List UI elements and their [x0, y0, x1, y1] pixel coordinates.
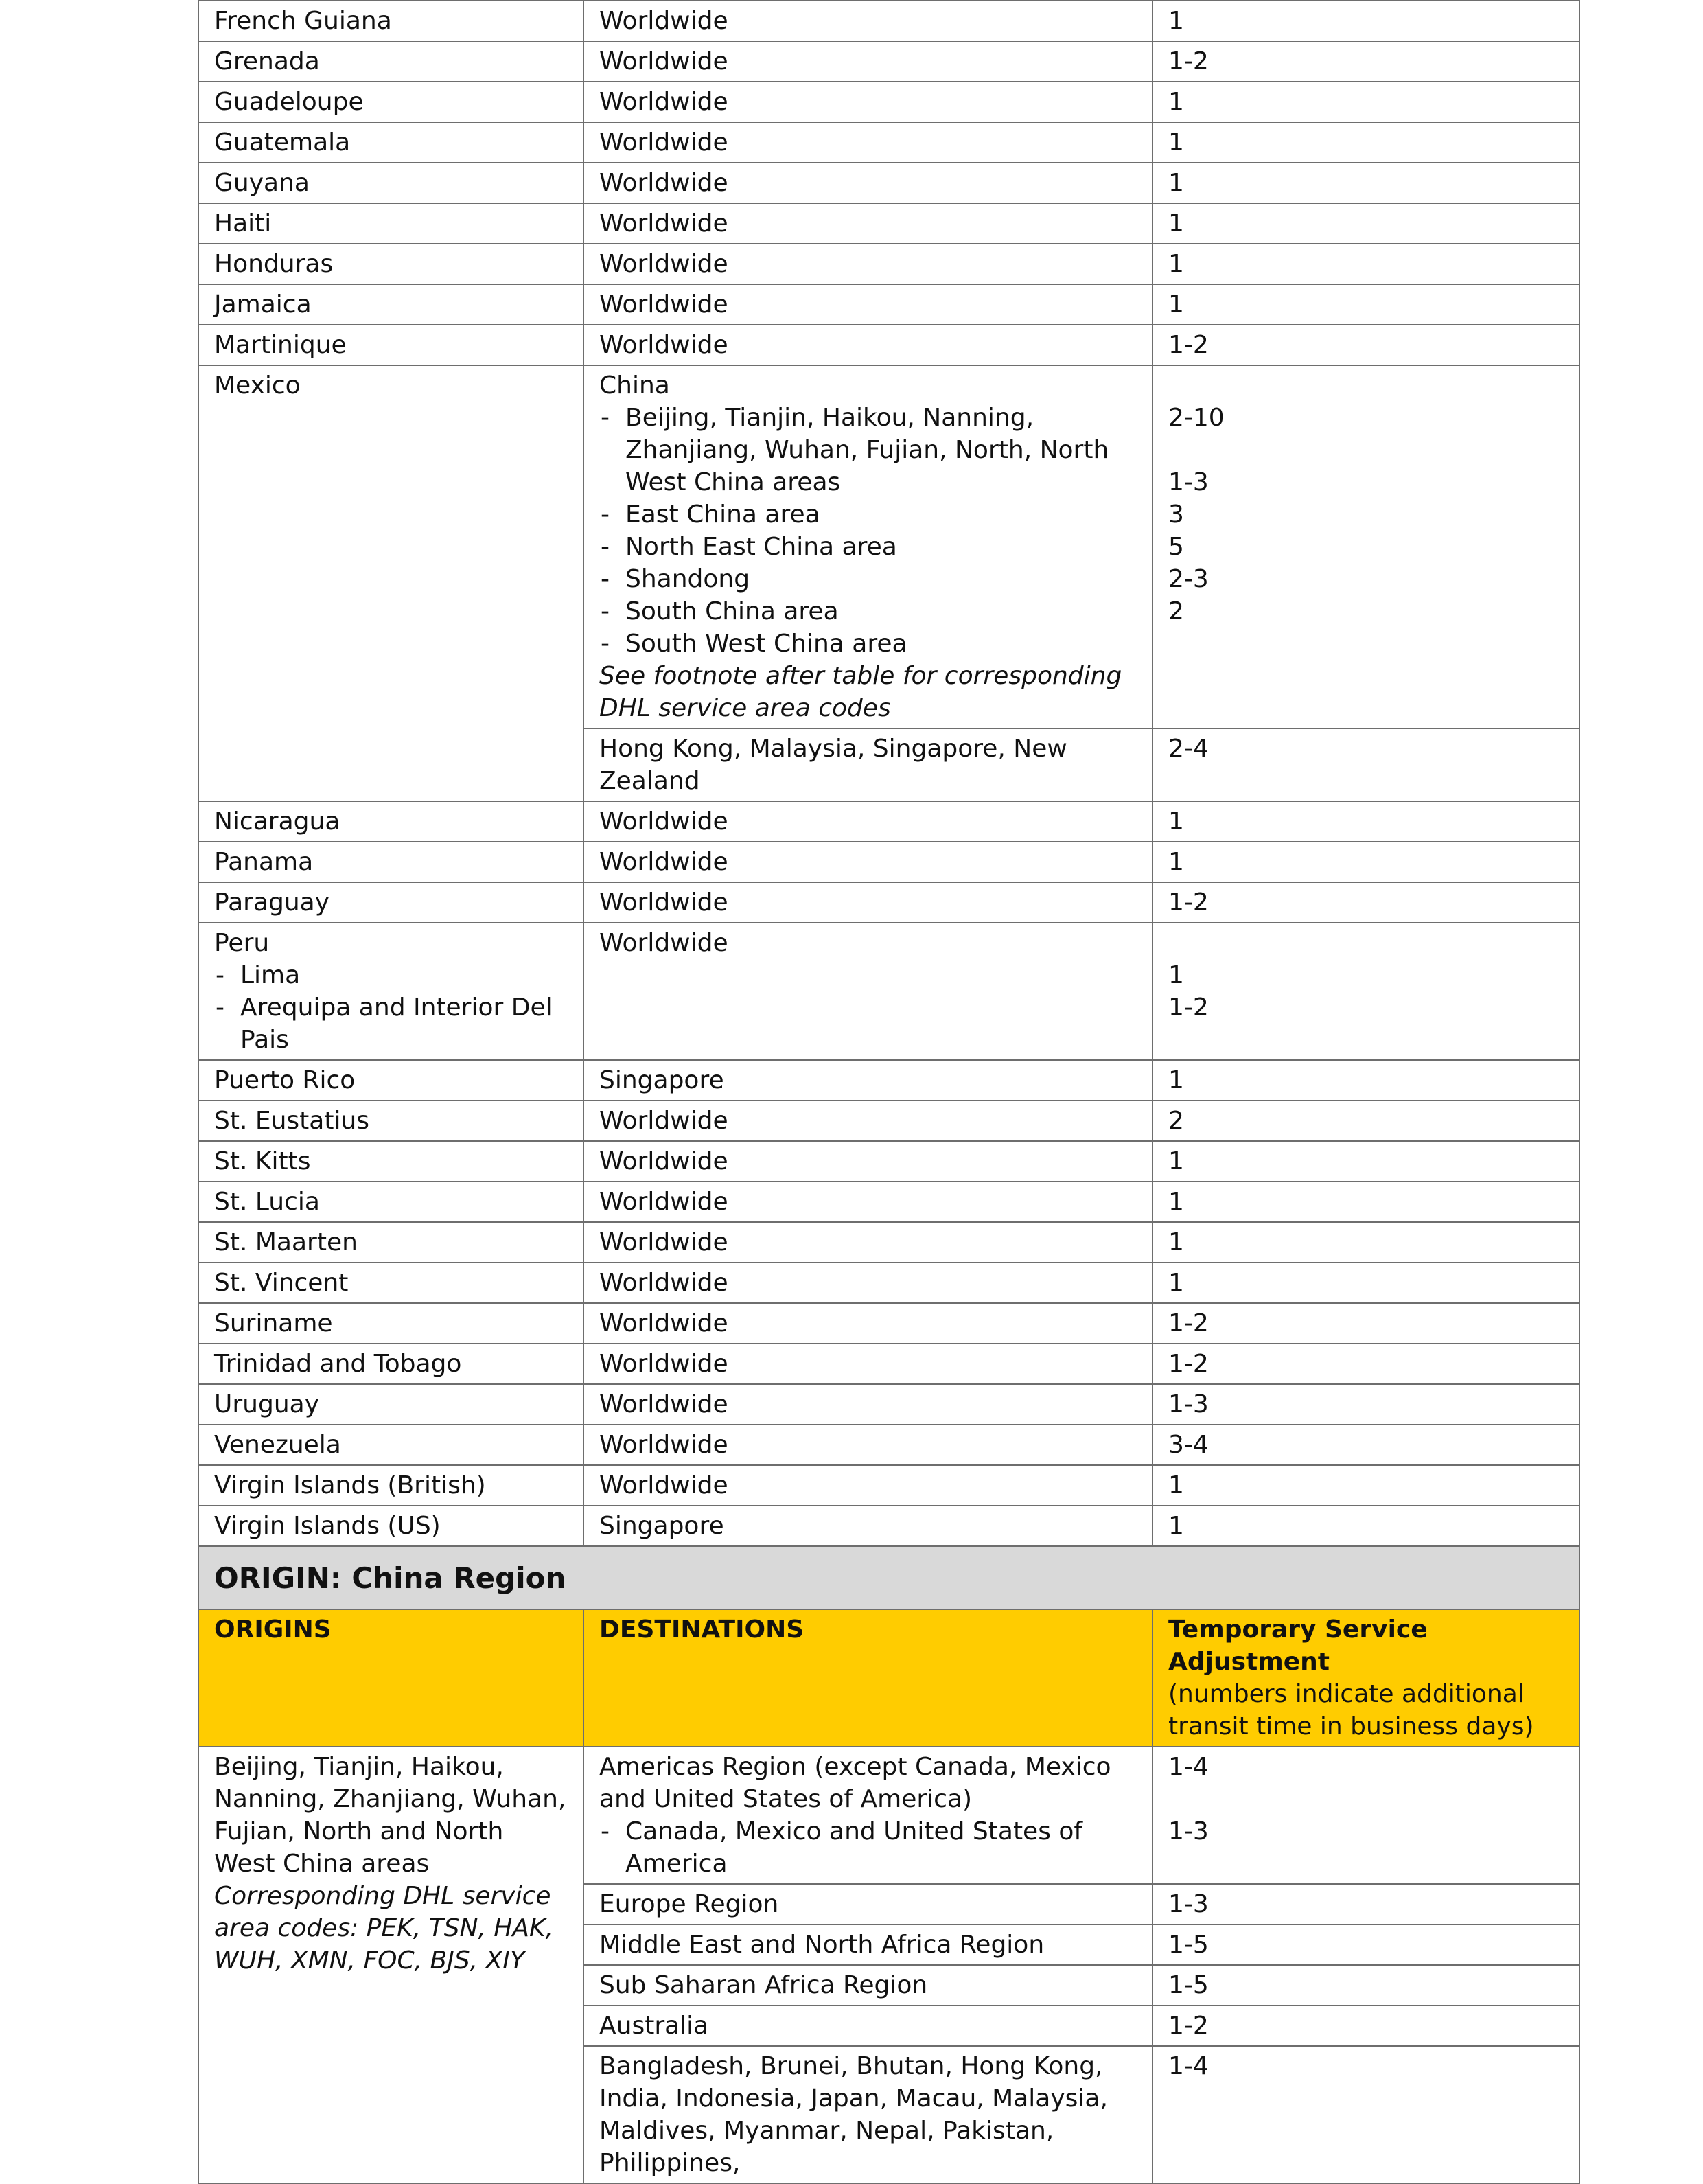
destination-cell: Worldwide: [583, 1222, 1152, 1263]
country-cell: Guatemala: [198, 122, 583, 163]
table-row: [198, 882, 1579, 923]
destination-cell: Europe Region: [583, 1884, 1152, 1924]
table-row: [198, 1506, 1579, 1546]
origin-areas: Beijing, Tianjin, Haikou, Nanning, Zhanjiang, Wuhan, Fujian, North and North West China areas: [214, 1753, 566, 1878]
country-cell: Mexico: [198, 365, 583, 801]
destination-cell: Worldwide: [583, 1, 1152, 41]
adjustment-cell: 1-2: [1152, 2005, 1579, 2046]
country-cell: French Guiana: [198, 1, 583, 41]
section-header-row: [198, 1546, 1579, 1609]
adjustment-value: 2: [1168, 597, 1184, 625]
country-cell: St. Maarten: [198, 1222, 583, 1263]
table-row: [198, 82, 1579, 122]
origin-cell: [198, 1747, 583, 2183]
transit-adjustment-table: [198, 0, 1580, 2184]
adjustment-cell: 1-5: [1152, 1924, 1579, 1965]
destination-text: Americas Region (except Canada, Mexico and United States of America): [599, 1753, 1111, 1813]
destination-cell: Worldwide: [583, 801, 1152, 842]
destination-cell: Worldwide: [583, 1425, 1152, 1465]
adjustment-cell: 1-2: [1152, 1344, 1579, 1384]
footnote-reference: See footnote after table for corresponding DHL service area codes: [599, 662, 1122, 722]
table-row: [198, 325, 1579, 365]
section-title: ORIGIN: China Region: [198, 1546, 1579, 1609]
destination-cell: Worldwide: [583, 82, 1152, 122]
adjustment-cell: 3-4: [1152, 1425, 1579, 1465]
country-cell: St. Vincent: [198, 1263, 583, 1303]
origins-header: ORIGINS: [198, 1609, 583, 1747]
destination-cell: Worldwide: [583, 122, 1152, 163]
destination-cell: Worldwide: [583, 1384, 1152, 1425]
sub-destination: - East China area: [599, 498, 1137, 531]
country-cell: Grenada: [198, 41, 583, 82]
adjustment-cell: 1: [1152, 244, 1579, 284]
destination-cell: Worldwide: [583, 284, 1152, 325]
destination-cell: Australia: [583, 2005, 1152, 2046]
adjustment-cell: 1: [1152, 163, 1579, 203]
destination-cell: Worldwide: [583, 1263, 1152, 1303]
adjustment-cell: 2-4: [1152, 728, 1579, 801]
country-cell: Honduras: [198, 244, 583, 284]
sub-destination: - Canada, Mexico and United States of America: [599, 1815, 1137, 1880]
sub-area: - Arequipa and Interior Del Pais: [214, 991, 568, 1056]
table-row: [198, 1182, 1579, 1222]
adjustment-cell: 1: [1152, 82, 1579, 122]
adjustment-value: 1-4: [1168, 1753, 1209, 1781]
origin-codes-note: Corresponding DHL service area codes: PEK, TSN, HAK, WUH, XMN, FOC, BJS, XIY: [214, 1882, 554, 1975]
adjustment-value: 1-3: [1168, 1817, 1209, 1846]
table-row: [198, 122, 1579, 163]
adjustment-value: 1-3: [1168, 468, 1209, 496]
china-label: China: [599, 371, 670, 400]
adjustment-value: 2-3: [1168, 565, 1209, 593]
table-row: [198, 41, 1579, 82]
destination-cell: Middle East and North Africa Region: [583, 1924, 1152, 1965]
adjustment-cell: 1-2: [1152, 325, 1579, 365]
adjustment-cell: 1-4: [1152, 2046, 1579, 2183]
adjustment-cell: 1-2: [1152, 1303, 1579, 1344]
destination-cell: Hong Kong, Malaysia, Singapore, New Zealand: [583, 728, 1152, 801]
adjustment-cell: 1: [1152, 1, 1579, 41]
destination-cell: Worldwide: [583, 1303, 1152, 1344]
sub-area: - Lima: [214, 959, 568, 991]
destination-cell: Worldwide: [583, 163, 1152, 203]
adjustment-cell: 1: [1152, 1263, 1579, 1303]
country-cell: [198, 923, 583, 1060]
country-cell: Jamaica: [198, 284, 583, 325]
sub-destination: - Shandong: [599, 563, 1137, 595]
adjustment-cell: [1152, 365, 1579, 728]
destination-cell: Worldwide: [583, 244, 1152, 284]
country-cell: Puerto Rico: [198, 1060, 583, 1101]
table-row: [198, 1303, 1579, 1344]
adjustment-header-note: (numbers indicate additional transit time in business days): [1168, 1680, 1534, 1740]
table-row: [198, 1060, 1579, 1101]
table-row: [198, 1344, 1579, 1384]
destination-cell: Sub Saharan Africa Region: [583, 1965, 1152, 2005]
table-body: [198, 1, 1579, 2183]
table-row: [198, 1384, 1579, 1425]
destination-cell: Worldwide: [583, 923, 1152, 1060]
table-row: [198, 842, 1579, 882]
country-cell: Panama: [198, 842, 583, 882]
column-header-row: [198, 1609, 1579, 1747]
sub-destination: - Beijing, Tianjin, Haikou, Nanning, Zhanjiang, Wuhan, Fujian, North, North West China areas: [599, 402, 1137, 498]
country-cell: Paraguay: [198, 882, 583, 923]
adjustment-value: 1-2: [1168, 993, 1209, 1022]
destination-cell: [583, 1747, 1152, 1884]
country-cell: Venezuela: [198, 1425, 583, 1465]
destination-cell: Worldwide: [583, 1465, 1152, 1506]
table-row: [198, 1465, 1579, 1506]
sub-destination: - North East China area: [599, 531, 1137, 563]
adjustment-cell: 1: [1152, 1465, 1579, 1506]
table-row: [198, 284, 1579, 325]
country-cell: Virgin Islands (British): [198, 1465, 583, 1506]
country-cell: Trinidad and Tobago: [198, 1344, 583, 1384]
table-row-peru: [198, 923, 1579, 1060]
adjustment-value: 3: [1168, 501, 1184, 529]
destinations-header: DESTINATIONS: [583, 1609, 1152, 1747]
country-cell: Haiti: [198, 203, 583, 244]
country-cell: St. Lucia: [198, 1182, 583, 1222]
table-row: [198, 1141, 1579, 1182]
country-cell: Nicaragua: [198, 801, 583, 842]
destination-cell: Worldwide: [583, 41, 1152, 82]
country-cell: Guadeloupe: [198, 82, 583, 122]
country-cell: Martinique: [198, 325, 583, 365]
adjustment-value: 1: [1168, 961, 1184, 989]
table-row: [198, 801, 1579, 842]
destination-cell: Worldwide: [583, 325, 1152, 365]
adjustment-cell: 1-3: [1152, 1384, 1579, 1425]
destination-cell: Worldwide: [583, 1182, 1152, 1222]
destination-cell: Worldwide: [583, 1141, 1152, 1182]
table-row: [198, 163, 1579, 203]
table-row: [198, 1101, 1579, 1141]
destination-cell: Singapore: [583, 1506, 1152, 1546]
table-row: [198, 244, 1579, 284]
adjustment-cell: 1: [1152, 1141, 1579, 1182]
country-cell: St. Kitts: [198, 1141, 583, 1182]
adjustment-cell: 1-5: [1152, 1965, 1579, 2005]
destination-cell: Worldwide: [583, 203, 1152, 244]
table-row: [198, 203, 1579, 244]
table-row-mexico: [198, 365, 1579, 728]
table-row: [198, 1222, 1579, 1263]
adjustment-cell: [1152, 923, 1579, 1060]
table-row: [198, 1747, 1579, 1884]
destination-cell: Singapore: [583, 1060, 1152, 1101]
adjustment-cell: 1: [1152, 1060, 1579, 1101]
adjustment-cell: 1: [1152, 1222, 1579, 1263]
adjustment-cell: 1-3: [1152, 1884, 1579, 1924]
country-cell: Uruguay: [198, 1384, 583, 1425]
country-cell: Virgin Islands (US): [198, 1506, 583, 1546]
adjustment-value: 2-10: [1168, 404, 1225, 432]
adjustment-cell: 1-2: [1152, 882, 1579, 923]
adjustment-cell: 1: [1152, 284, 1579, 325]
adjustment-cell: 1: [1152, 801, 1579, 842]
table-row: [198, 1263, 1579, 1303]
table-row: [198, 1425, 1579, 1465]
destination-cell: Worldwide: [583, 1101, 1152, 1141]
adjustment-cell: 1-2: [1152, 41, 1579, 82]
country-cell: Guyana: [198, 163, 583, 203]
country-cell: St. Eustatius: [198, 1101, 583, 1141]
table-row: [198, 1, 1579, 41]
adjustment-header-title: Temporary Service Adjustment: [1168, 1616, 1428, 1676]
adjustment-header: [1152, 1609, 1579, 1747]
adjustment-cell: 1: [1152, 122, 1579, 163]
country-name: Peru: [214, 929, 270, 957]
destination-cell: Worldwide: [583, 882, 1152, 923]
adjustment-value: 5: [1168, 533, 1184, 561]
country-cell: Suriname: [198, 1303, 583, 1344]
destination-cell: Bangladesh, Brunei, Bhutan, Hong Kong, India, Indonesia, Japan, Macau, Malaysia, Maldives, Myanmar, Nepal, Pakistan, Philippines,: [583, 2046, 1152, 2183]
destination-cell: Worldwide: [583, 1344, 1152, 1384]
adjustment-cell: [1152, 1747, 1579, 1884]
adjustment-cell: 1: [1152, 1506, 1579, 1546]
adjustment-cell: 1: [1152, 1182, 1579, 1222]
sub-destination: - South West China area: [599, 628, 1137, 660]
adjustment-cell: 1: [1152, 203, 1579, 244]
adjustment-cell: 1: [1152, 842, 1579, 882]
destination-cell: Worldwide: [583, 842, 1152, 882]
sub-destination: - South China area: [599, 595, 1137, 628]
adjustment-cell: 2: [1152, 1101, 1579, 1141]
destination-cell: [583, 365, 1152, 728]
